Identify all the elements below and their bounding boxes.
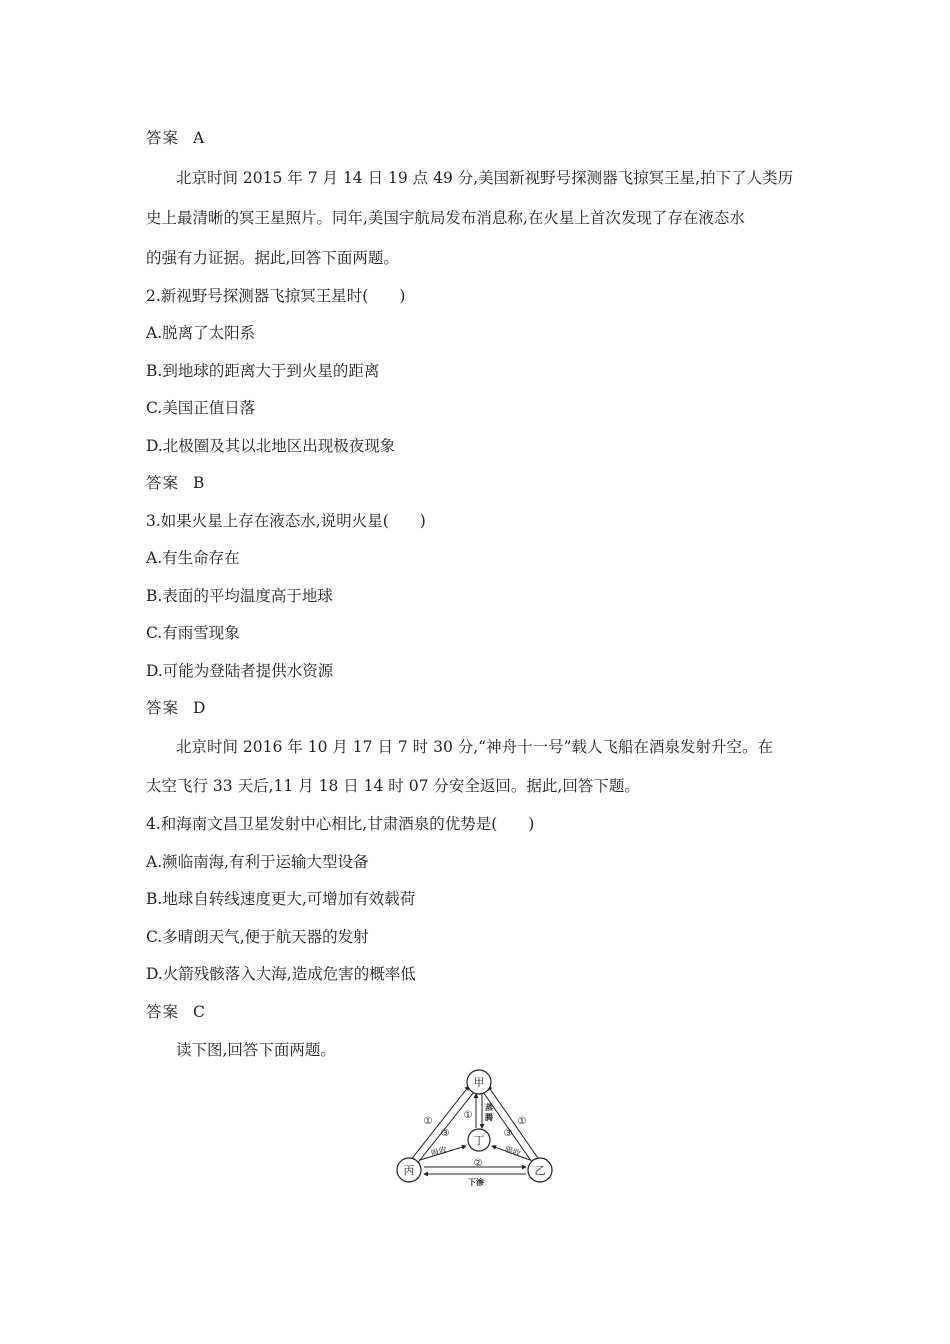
passage-2-line-2: 太空飞行 33 天后,11 月 18 日 14 时 07 分安全返回。据此,回答下题。 (146, 777, 640, 795)
question-2-option-d: D.北极圈及其以北地区出现极夜现象 (146, 437, 396, 455)
question-3-option-b: B.表面的平均温度高于地球 (146, 587, 333, 605)
passage-1-line-2: 史上最清晰的冥王星照片。同年,美国宇航局发布消息称,在火星上首次发现了存在液态水 (146, 209, 745, 227)
answer-value: A (193, 129, 205, 147)
label-3-right: ③ (503, 1128, 513, 1139)
water-cycle-diagram (390, 1066, 560, 1192)
question-4-option-d: D.火箭残骸落入大海,造成危害的概率低 (146, 965, 416, 983)
answer-3 (146, 698, 826, 718)
passage-2-line-1: 北京时间 2016 年 10 月 17 日 7 时 30 分,“神舟十一号”载人飞船在酒泉发射升空。在 (176, 738, 774, 756)
label-evap-2: 腾 (485, 1112, 493, 1122)
question-4-option-b: B.地球自转线速度更大,可增加有效载荷 (146, 890, 416, 908)
answer-label: 答案 (146, 699, 180, 717)
answer-1 (146, 128, 826, 148)
answer-label: 答案 (146, 1003, 180, 1021)
node-yi-label: 乙 (534, 1164, 546, 1177)
node-bing-label: 丙 (403, 1164, 415, 1177)
label-absorb-right: 吸收 (503, 1144, 522, 1159)
question-4-option-a: A.濒临南海,有利于运输大型设备 (146, 853, 369, 871)
label-2-bottom: ② (473, 1158, 483, 1169)
passage-1-line-3: 的强有力证据。据此,回答下面两题。 (146, 249, 399, 267)
question-2-stem: 2.新视野号探测器飞掠冥王星时( ) (146, 287, 406, 305)
question-2-option-c: C.美国正值日落 (146, 399, 256, 417)
answer-2 (146, 473, 826, 493)
question-3-stem: 3.如果火星上存在液态水,说明火星( ) (146, 512, 426, 530)
question-3-option-a: A.有生命存在 (146, 549, 240, 567)
label-absorb-left: 吸收 (430, 1144, 449, 1159)
label-1-left: ① (423, 1116, 433, 1127)
question-2-option-a: A.脱离了太阳系 (146, 324, 256, 342)
answer-label: 答案 (146, 474, 180, 492)
answer-4 (146, 1002, 826, 1022)
answer-value: D (193, 699, 206, 717)
label-evap-1: 蒸 (485, 1102, 493, 1112)
node-jia-label: 甲 (473, 1076, 485, 1089)
question-3-option-c: C.有雨雪现象 (146, 624, 240, 642)
question-4-stem: 4.和海南文昌卫星发射中心相比,甘肃酒泉的优势是( ) (146, 815, 535, 833)
passage-1-line-1: 北京时间 2015 年 7 月 14 日 19 点 49 分,美国新视野号探测器飞掠冥王星,拍下了人类历 (176, 169, 794, 187)
answer-value: C (193, 1003, 205, 1021)
label-3-left: ③ (440, 1128, 450, 1139)
label-1-right: ① (517, 1116, 527, 1127)
node-ding-label: 丁 (473, 1134, 485, 1147)
question-3-option-d: D.可能为登陆者提供水资源 (146, 662, 334, 680)
label-1-center: ① (463, 1110, 473, 1121)
answer-label: 答案 (146, 129, 180, 147)
question-5-intro: 读下图,回答下面两题。 (176, 1041, 336, 1059)
question-4-option-c: C.多晴朗天气,便于航天器的发射 (146, 928, 369, 946)
question-2-option-b: B.到地球的距离大于到火星的距离 (146, 362, 380, 380)
answer-value: B (193, 474, 205, 492)
label-seep: 下渗 (468, 1177, 484, 1187)
